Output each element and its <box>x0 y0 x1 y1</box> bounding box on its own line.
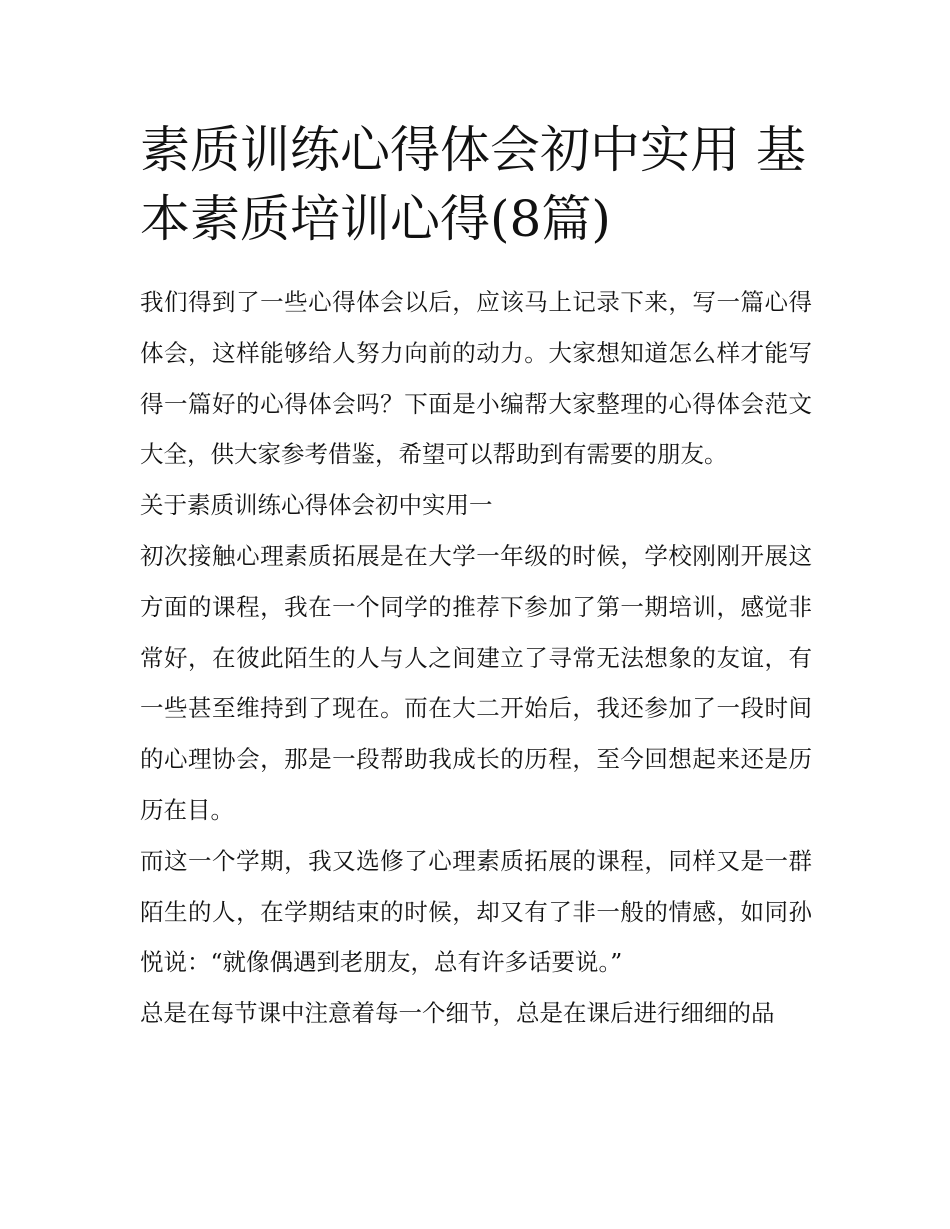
body-paragraph: 总是在每节课中注意着每一个细节，总是在课后进行细细的品 <box>140 999 775 1028</box>
document-body <box>140 277 812 1039</box>
body-paragraph: 初次接触心理素质拓展是在大学一年级的时候，学校刚刚开展这方面的课程，我在一个同学的推荐下参加了第一期培训，感觉非常好，在彼此陌生的人与人之间建立了寻常无法想象的友谊，有一些甚至维持到了现在。而在大二开始后，我还参加了一段时间的心理协会，那是一段帮助我成长的历程，至今回想起来还是历历在目。 <box>140 541 812 824</box>
intro-paragraph: 我们得到了一些心得体会以后，应该马上记录下来，写一篇心得体会，这样能够给人努力向前的动力。大家想知道怎么样才能写得一篇好的心得体会吗？下面是小编帮大家整理的心得体会范文大全，供大家参考借鉴，希望可以帮助到有需要的朋友。 <box>140 288 812 469</box>
body-paragraph: 而这一个学期，我又选修了心理素质拓展的课程，同样又是一群陌生的人，在学期结束的时候，却又有了非一般的情感，如同孙悦说：“就像偶遇到老朋友，总有许多话要说。” <box>140 846 812 977</box>
document-title: 素质训练心得体会初中实用 基本素质培训心得(8篇) <box>140 121 806 248</box>
section-heading: 关于素质训练心得体会初中实用一 <box>140 491 493 520</box>
